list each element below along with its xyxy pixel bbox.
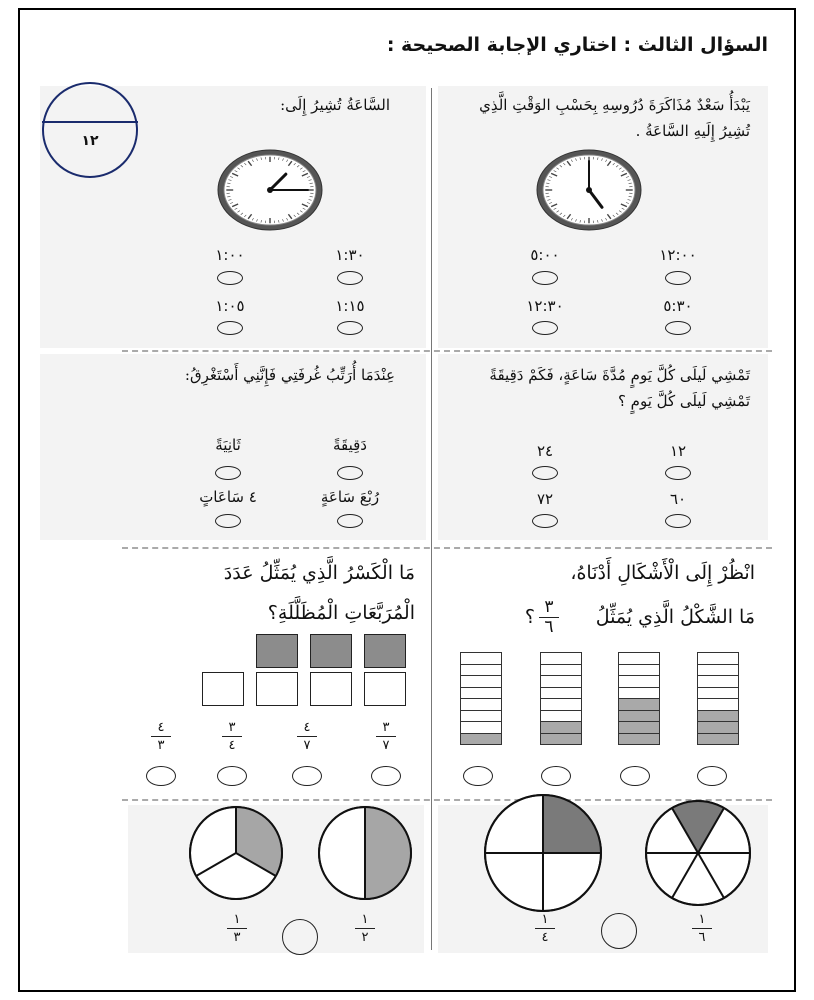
q3-text: تَمْشِي لَيلَى كُلَّ يَومٍ مُدَّةَ سَاعَةٍ، فَكَمْ دَقِيقَةً تَمْشِي لَيلَى كُلَّ يَومٍ ؟ bbox=[489, 366, 750, 410]
section-title: السؤال الثالث : اختاري الإجابة الصحيحة : bbox=[386, 34, 768, 56]
q4-option: ثَانِيَةً bbox=[215, 436, 241, 454]
q1-answer-oval[interactable] bbox=[532, 321, 558, 335]
q6-square-empty bbox=[202, 672, 244, 706]
q1-answer-oval[interactable] bbox=[532, 271, 558, 285]
q3-option: ٢٤ bbox=[536, 442, 554, 460]
q3-answer-oval[interactable] bbox=[532, 466, 558, 480]
score-total: ١٢ bbox=[81, 133, 99, 149]
q2-text: السَّاعَةُ تُشِيرُ إِلَى: bbox=[280, 96, 390, 114]
q7-answer-circle[interactable] bbox=[601, 913, 637, 949]
q2-answer-oval[interactable] bbox=[217, 321, 243, 335]
q6-answer-oval[interactable] bbox=[217, 766, 247, 786]
score-circle bbox=[42, 82, 138, 178]
q5-answer-oval[interactable] bbox=[463, 766, 493, 786]
q6-option-num: ٤ bbox=[157, 720, 165, 735]
q8-frac-den: ٢ bbox=[361, 930, 369, 945]
q4-option: رُبْعَ سَاعَةٍ bbox=[320, 488, 380, 506]
frac-bar bbox=[297, 736, 317, 737]
q7-frac-den: ٦ bbox=[698, 930, 706, 945]
q6-square-empty bbox=[310, 672, 352, 706]
vertical-divider bbox=[431, 88, 432, 950]
q6-option-den: ٧ bbox=[303, 738, 311, 753]
frac-bar bbox=[692, 928, 712, 929]
q8-frac-num: ١ bbox=[361, 912, 369, 927]
q4-option: دَقِيقَةً bbox=[332, 436, 367, 454]
q2-option: ١:٣٠ bbox=[335, 246, 365, 264]
q6-answer-oval[interactable] bbox=[146, 766, 176, 786]
q8-frac-num: ١ bbox=[233, 912, 241, 927]
dashed-separator-1 bbox=[122, 350, 772, 352]
dashed-separator-2 bbox=[122, 547, 772, 549]
q6-option-num: ٣ bbox=[228, 720, 236, 735]
q6-option-den: ٤ bbox=[228, 738, 236, 753]
q6-square-shaded bbox=[364, 634, 406, 668]
q8-fraction bbox=[222, 912, 252, 945]
q2-answer-oval[interactable] bbox=[217, 271, 243, 285]
q6-answer-oval[interactable] bbox=[292, 766, 322, 786]
q7-fraction bbox=[530, 912, 560, 945]
q4-answer-oval[interactable] bbox=[337, 514, 363, 528]
q4-option: ٤ سَاعَاتٍ bbox=[199, 488, 257, 506]
q4-text: عِنْدَمَا أُرَتِّبُ غُرفَتِي فَإِنَّنِي أَسْتَغْرِقُ: bbox=[184, 366, 395, 384]
q5-frac-den: ٦ bbox=[544, 617, 554, 637]
q6-text-line1: مَا الْكَسْرُ الَّذِي يُمَثِّلُ عَدَدَ bbox=[223, 562, 415, 584]
q5-answer-oval[interactable] bbox=[620, 766, 650, 786]
q1-text: يَبْدَأُ سَعْدٌ مُذَاكَرَةَ دُرُوسِهِ بِحَسْبِ الوَقْتِ الَّذِي تُشِيرُ إِلَيهِ السَّاعَةُ . bbox=[479, 96, 750, 140]
q5-text-line2: مَا الشَّكْلُ الَّذِي يُمَثِّلُ bbox=[595, 606, 755, 628]
q6-square-empty bbox=[364, 672, 406, 706]
q6-option-num: ٣ bbox=[382, 720, 390, 735]
q8-answer-circle[interactable] bbox=[282, 919, 318, 955]
q2-option: ١:٠٠ bbox=[215, 246, 245, 264]
q1-option: ١٢:٣٠ bbox=[526, 297, 564, 315]
q3-answer-oval[interactable] bbox=[665, 514, 691, 528]
q5-text-line1: انْظُرْ إِلَى الْأَشْكَالِ أَدْنَاهُ، bbox=[570, 562, 755, 584]
q6-option-den: ٣ bbox=[157, 738, 165, 753]
q1-option: ١٢:٠٠ bbox=[659, 246, 697, 264]
frac-bar bbox=[227, 928, 247, 929]
q7-frac-den: ٤ bbox=[541, 930, 549, 945]
frac-bar bbox=[222, 736, 242, 737]
q3-option: ٧٢ bbox=[536, 490, 554, 508]
q2-option: ١:١٥ bbox=[335, 297, 365, 315]
q5-bar-cell bbox=[540, 733, 582, 746]
q6-text-line2: الْمُرَبَّعَاتِ الْمُظَلَّلَةِ؟ bbox=[267, 602, 415, 624]
frac-bar bbox=[376, 736, 396, 737]
q1-option: ٥:٠٠ bbox=[530, 246, 560, 264]
q5-answer-oval[interactable] bbox=[697, 766, 727, 786]
q6-option-num: ٤ bbox=[303, 720, 311, 735]
q5-fraction bbox=[534, 599, 564, 636]
frac-bar bbox=[355, 928, 375, 929]
q7-fraction bbox=[687, 912, 717, 945]
q6-square-shaded bbox=[310, 634, 352, 668]
q7-frac-num: ١ bbox=[698, 912, 706, 927]
q5-bar-cell bbox=[618, 733, 660, 746]
q6-option-fraction bbox=[292, 720, 322, 753]
q3-answer-oval[interactable] bbox=[665, 466, 691, 480]
q1-option: ٥:٣٠ bbox=[663, 297, 693, 315]
q8-frac-den: ٣ bbox=[233, 930, 241, 945]
q3-option: ٦٠ bbox=[669, 490, 687, 508]
q6-option-den: ٧ bbox=[382, 738, 390, 753]
q5-bar-cell bbox=[697, 733, 739, 746]
q6-option-fraction bbox=[146, 720, 176, 753]
q3-answer-oval[interactable] bbox=[532, 514, 558, 528]
q1-answer-oval[interactable] bbox=[665, 271, 691, 285]
frac-bar bbox=[535, 928, 555, 929]
q6-square-shaded bbox=[256, 634, 298, 668]
q3-option: ١٢ bbox=[669, 442, 687, 460]
q4-answer-oval[interactable] bbox=[215, 514, 241, 528]
q5-answer-oval[interactable] bbox=[541, 766, 571, 786]
score-divider bbox=[42, 121, 138, 123]
q6-option-fraction bbox=[217, 720, 247, 753]
q7-frac-num: ١ bbox=[541, 912, 549, 927]
q4-answer-oval[interactable] bbox=[215, 466, 241, 480]
q8-fraction bbox=[350, 912, 380, 945]
q4-answer-oval[interactable] bbox=[337, 466, 363, 480]
q5-question-mark: ؟ bbox=[524, 606, 535, 628]
q6-answer-oval[interactable] bbox=[371, 766, 401, 786]
q2-answer-oval[interactable] bbox=[337, 271, 363, 285]
dashed-separator-3 bbox=[122, 799, 772, 801]
frac-bar bbox=[151, 736, 171, 737]
q6-option-fraction bbox=[371, 720, 401, 753]
q2-answer-oval[interactable] bbox=[337, 321, 363, 335]
q5-bar-cell bbox=[460, 733, 502, 746]
q1-answer-oval[interactable] bbox=[665, 321, 691, 335]
q6-square-empty bbox=[256, 672, 298, 706]
q2-option: ١:٠٥ bbox=[215, 297, 245, 315]
q5-frac-num: ٣ bbox=[544, 597, 554, 617]
